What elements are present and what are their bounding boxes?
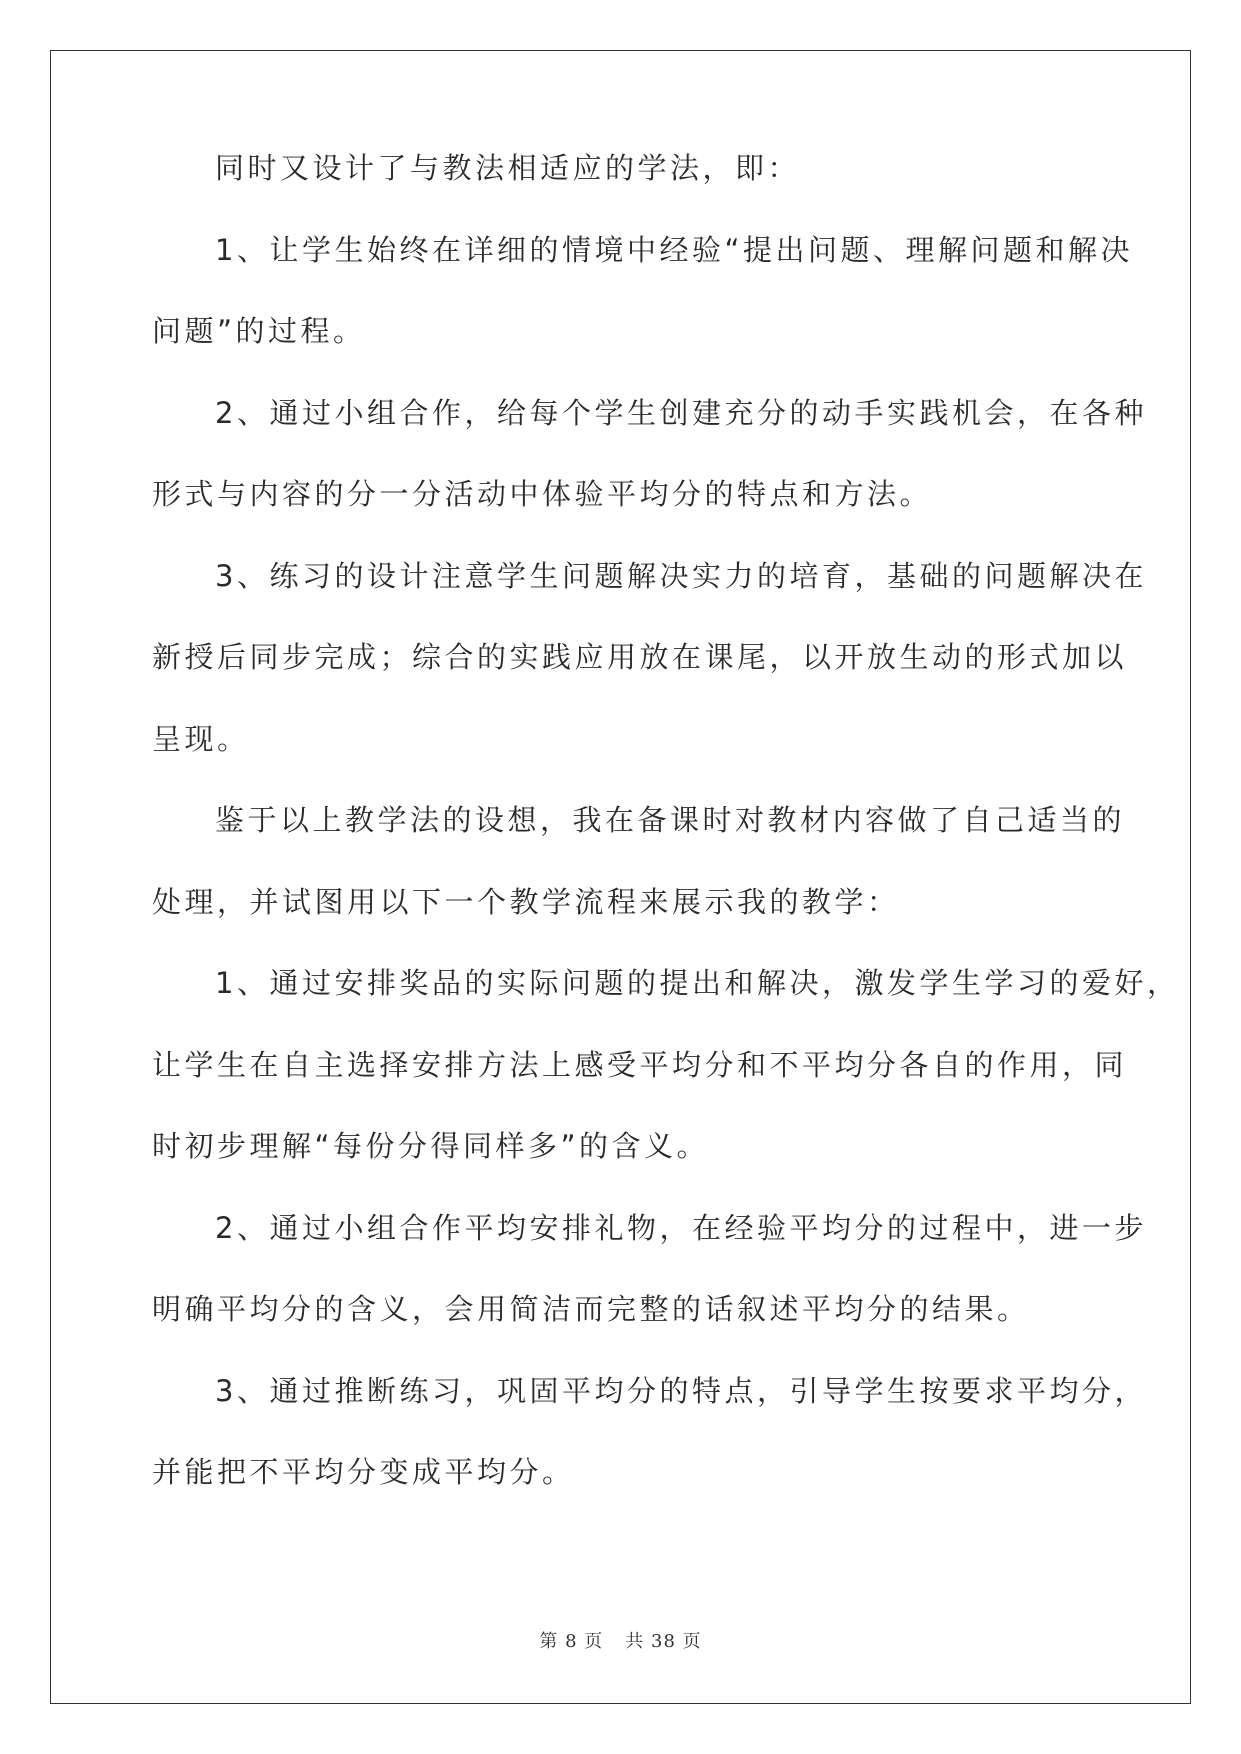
paragraph-line: 处理，并试图用以下一个教学流程来展示我的教学：	[152, 884, 900, 919]
paragraph-line: 3、练习的设计注意学生问题解决实力的培育，基础的问题解决在	[215, 558, 1147, 593]
paragraph-line: 并能把不平均分变成平均分。	[152, 1455, 575, 1489]
paragraph-line: 2、通过小组合作平均安排礼物，在经验平均分的过程中，进一步	[215, 1210, 1147, 1245]
paragraph-line: 呈现。	[152, 721, 250, 756]
paragraph-line: 3、通过推断练习，巩固平均分的特点，引导学生按要求平均分，	[215, 1373, 1147, 1408]
current-page-number: 第 8 页	[539, 1631, 604, 1652]
paragraph-line: 明确平均分的含义，会用简洁而完整的话叙述平均分的结果。	[152, 1292, 1030, 1326]
paragraph-line: 形式与内容的分一分活动中体验平均分的特点和方法。	[152, 477, 933, 511]
paragraph-line: 1、让学生始终在详细的情境中经验“提出问题、理解问题和解决	[215, 232, 1133, 267]
paragraph-line: 1、通过安排奖品的实际问题的提出和解决，激发学生学习的爱好，	[215, 966, 1180, 1000]
total-pages: 共 38 页	[625, 1631, 702, 1652]
paragraph-line: 同时又设计了与教法相适应的学法，即：	[215, 151, 801, 185]
paragraph-line: 鉴于以上教学法的设想，我在备课时对教材内容做了自己适当的	[215, 803, 1126, 837]
paragraph-line: 2、通过小组合作，给每个学生创建充分的动手实践机会，在各种	[215, 395, 1147, 430]
document-body	[152, 148, 1180, 1534]
paragraph-line: 让学生在自主选择安排方法上感受平均分和不平均分各自的作用，同	[152, 1047, 1128, 1082]
paragraph-line: 新授后同步完成；综合的实践应用放在课尾，以开放生动的形式加以	[152, 640, 1128, 674]
paragraph-line: 问题”的过程。	[152, 314, 366, 348]
page-footer	[0, 1627, 1241, 1653]
paragraph-line: 时初步理解“每份分得同样多”的含义。	[152, 1129, 710, 1163]
